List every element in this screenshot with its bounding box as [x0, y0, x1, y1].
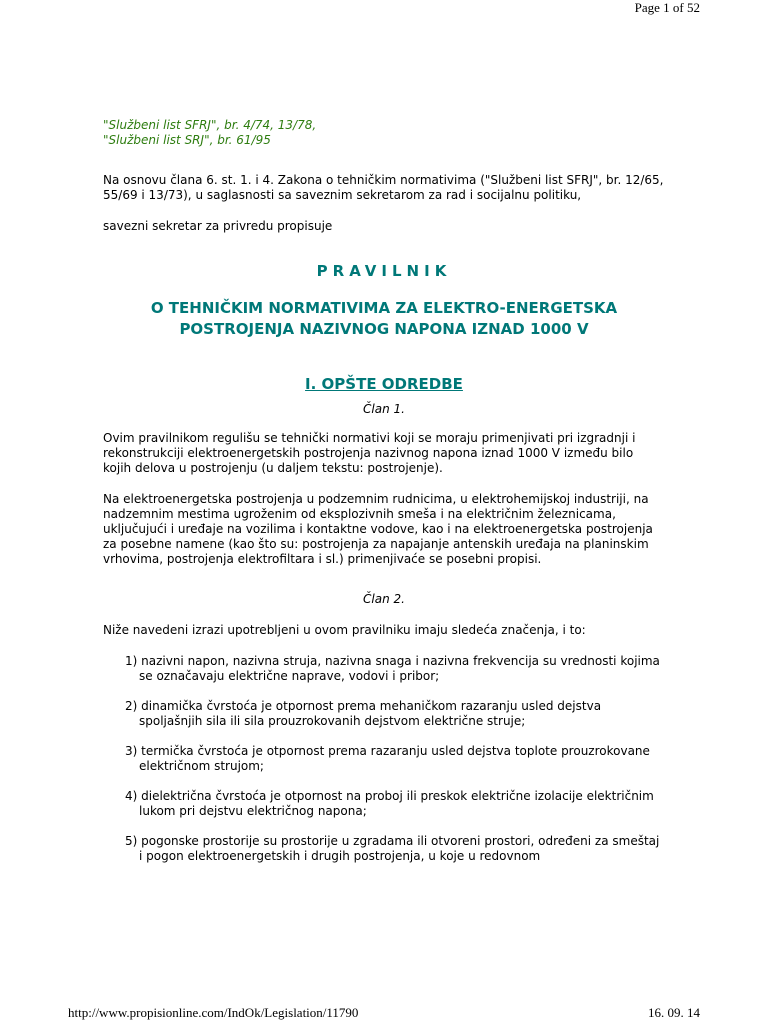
page-indicator: Page 1 of 52	[634, 0, 700, 15]
list-item: 3) termička čvrstoća je otpornost prema razaranju usled dejstva toplote prouzrokovane električnom strujom;	[125, 744, 650, 773]
list-item: 4) dielektrična čvrstoća je otpornost na proboj ili preskok električne izolacije električnim lukom pri dejstvu električnog napona;	[125, 789, 654, 818]
list-item: 5) pogonske prostorije su prostorije u zgradama ili otvoreni prostori, određeni za smeštaj i pogon elektroenergetskih i drugih postrojenja, u koje u redovnom	[125, 834, 660, 863]
list-item: 2) dinamička čvrstoća je otpornost prema mehaničkom razaranju usled dejstva spoljašnjih sila ili sila prouzrokovanih dejstvom električne struje;	[125, 699, 602, 728]
footer-date: 16. 09. 14	[648, 1005, 700, 1020]
footer-url[interactable]: http://www.propisionline.com/IndOk/Legislation/11790	[68, 1005, 359, 1020]
preamble-issuer: savezni sekretar za privredu propisuje	[103, 219, 333, 233]
document-body	[103, 118, 665, 879]
list-item: 1) nazivni napon, nazivna struja, nazivna snaga i nazivna frekvencija su vrednosti kojima se označavaju električne naprave, vodovi i pribor;	[125, 654, 660, 683]
gazette-reference	[103, 118, 665, 148]
section-heading: I. OPŠTE ODREDBE	[305, 375, 463, 393]
preamble-basis: Na osnovu člana 6. st. 1. i 4. Zakona o tehničkim normativima ("Službeni list SFRJ", br. 12/65, 55/69 i 13/73), u saglasnosti sa saveznim sekretarom za rad i socijalnu politiku,	[103, 173, 664, 202]
gazette-line-2: "Službeni list SRJ", br. 61/95	[103, 133, 271, 147]
article-1-paragraph-1: Ovim pravilnikom regulišu se tehnički normativi koji se moraju primenjivati pri izgradnji i rekonstrukciji elektroenergetskih postrojenja nazivnog napona iznad 1000 V između bilo kojih delova u postrojenju (u daljem tekstu: postrojenje).	[103, 431, 636, 475]
title-pravilnik: PRAVILNIK	[316, 262, 452, 280]
title-main: O TEHNIČKIM NORMATIVIMA ZA ELEKTRO-ENERGETSKA POSTROJENJA NAZIVNOG NAPONA IZNAD 1000 V	[150, 299, 618, 338]
gazette-line-1: "Službeni list SFRJ", br. 4/74, 13/78,	[103, 118, 317, 132]
article-2-intro: Niže navedeni izrazi upotrebljeni u ovom pravilniku imaju sledeća značenja, i to:	[103, 623, 586, 637]
article-1-heading: Član 1.	[363, 402, 405, 416]
definitions-list	[125, 654, 665, 864]
article-1-paragraph-2: Na elektroenergetska postrojenja u podzemnim rudnicima, u elektrohemijskoj industriji, na nadzemnim mestima ugroženim od eksplozivnih smeša i na električnim železnicama, uključujući i uređaje na vozilima i kontaktne vodove, kao i na elektroenergetska postrojenja za posebne namene (kao što su: postrojenja za napajanje antenskih uređaja na planinskim vrhovima, postrojenja elektrofiltara i sl.) primenjivaće se posebni propisi.	[103, 492, 653, 566]
article-2-heading: Član 2.	[363, 592, 405, 606]
